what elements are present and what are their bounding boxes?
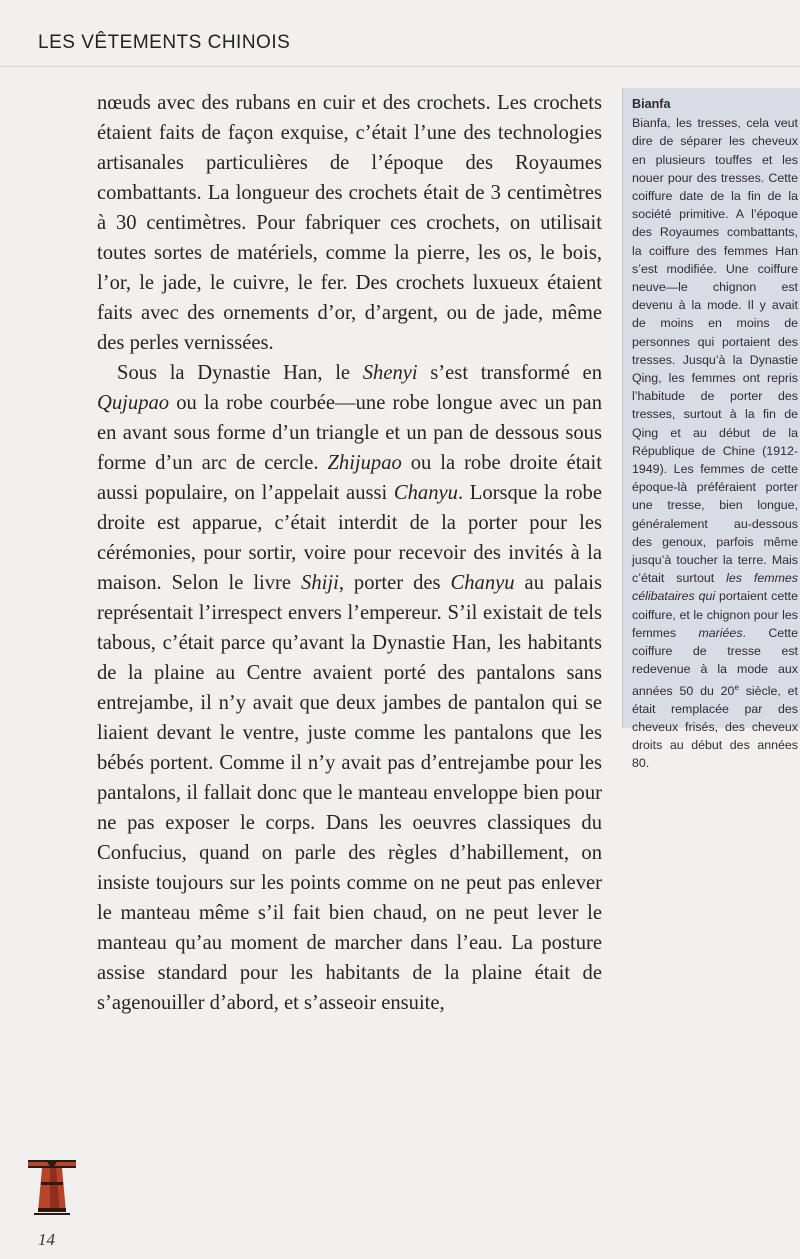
italic-term: Zhijupao [327, 452, 402, 474]
italic-term: les femmes célibataires qui [632, 571, 798, 604]
superscript: e [734, 682, 739, 692]
text-run: s’est transformé en [417, 362, 602, 384]
text-run: siècle, et était remplacée par des cheveux frisés, des cheveux droits au début des années 80. [632, 683, 798, 771]
text-run: ou la robe droite était aussi populaire, on l’appelait aussi [97, 452, 602, 504]
italic-term: mariées [698, 625, 743, 640]
text-run: . Lorsque la robe droite est apparue, c’était interdit de la porter pour les cérémonies, pour sortir, voire pour recevoir des invités à la maison. Selon le livre [97, 482, 602, 594]
main-text [97, 88, 602, 1018]
italic-term: Shiji [301, 572, 339, 594]
italic-term: Chanyu [450, 572, 515, 594]
text-run: ou la robe courbée—une robe longue avec un pan en avant sous forme d’un triangle et un pan de dessous sous forme d’un arc de cercle. [97, 392, 602, 474]
robe-icon [26, 1154, 78, 1216]
paragraph-2 [97, 358, 602, 1018]
italic-term: Chanyu [393, 482, 458, 504]
text-run: Sous la Dynastie Han, le [117, 362, 363, 384]
paragraph-1: nœuds avec des rubans en cuir et des crochets. Les crochets étaient faits de façon exquise, c’était l’une des technologies artisanales particulières de l’époque des Royaumes combattants. La longueur des crochets était de 3 centimètres à 30 centimètres. Pour fabriquer ces crochets, on utilisait toutes sortes de matériels, comme la pierre, les os, le bois, l’or, le jade, le cuivre, le fer. Des crochets luxueux étaient faits avec des ornements d’or, d’argent, ou de jade, même des perles vernissées. [97, 92, 602, 354]
page-number: 14 [38, 1230, 55, 1249]
sidebar-body [632, 114, 798, 772]
text-run: Bianfa, les tresses, cela veut dire de séparer les cheveux en plusieurs touffes et les nouer pour des tresses. Cette coiffure date de la fin de la société primitive. A l’époque des Royaumes combattants, la coiffure des femmes Han s’est modifiée. Une coiffure neuve—le chignon est devenu à la mode. Il y avait de moins en moins de personnes qui portaient des tresses. Jusqu’à la Dynastie Qing, les femmes ont repris l’habitude de porter des tresses, surtout à la fin de Qing et au début de la République de Chine (1912-1949). Les femmes de cette époque-là préféraient porter une tresse, bien longue, généralement au-dessous des genoux, parfois même jusqu’à toucher la terre. Mais c’était surtout [632, 116, 798, 586]
text-run: portaient cette coiffure, et le chignon pour les femmes [632, 589, 798, 640]
italic-term: Shenyi [362, 362, 418, 384]
sidebar-note [622, 88, 800, 771]
text-run: au palais représentait l’irrespect envers l’empereur. S’il existait de tels tabous, c’était parce qu’avant la Dynastie Han, les habitants de la plaine au Centre avaient porté des pantalons sans entrejambe, il n’y avait que deux jambes de pantalon qui se liaient devant le ventre, juste comme les pantalons que les bébés portent. Comme il n’y avait pas d’entrejambe pour les pantalons, il fallait donc que le manteau enveloppe bien pour ne pas exposer le corps. Dans les oeuvres classiques du Confucius, quand on parle des règles d’habillement, on insiste toujours sur les points comme on ne peut pas enlever le manteau même s’il fait bien chaud, on ne peut lever le manteau qu’au moment de marcher dans l’eau. La posture assise standard pour les habitants de la plaine était de s’agenouiller d’abord, et s’asseoir ensuite, [97, 572, 602, 1014]
text-run: . Cette coiffure de tresse est redevenue à la mode aux années 50 du 20 [632, 625, 798, 698]
sidebar-title: Bianfa [632, 97, 671, 111]
running-header: LES VÊTEMENTS CHINOIS [38, 32, 291, 53]
text-run: , porter des [338, 572, 451, 594]
italic-term: Qujupao [97, 392, 170, 414]
header-rule [0, 66, 800, 67]
